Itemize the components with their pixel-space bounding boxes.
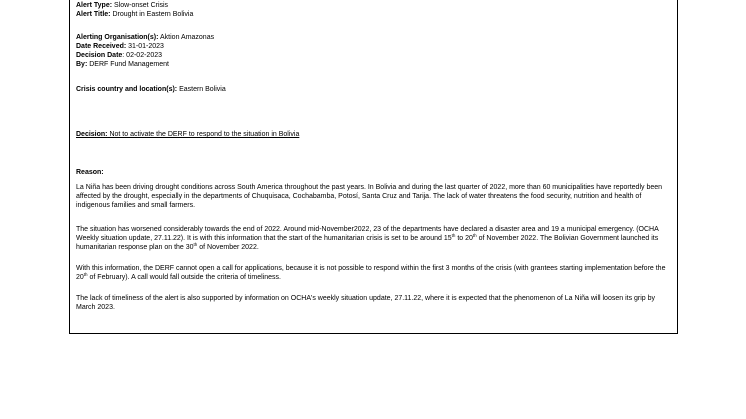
alerting-org-line [76, 33, 214, 42]
crisis-location-line [76, 85, 226, 94]
ordinal-suffix: th [193, 242, 198, 248]
reason-p3-part-b: of February). A call would fall outside the criteria of timeliness. [87, 274, 281, 282]
date-received-line [76, 42, 164, 51]
decision-date-line [76, 51, 162, 60]
alert-title-label: Alert Title: [76, 11, 111, 18]
crisis-location-label: Crisis country and location(s): [76, 86, 178, 93]
reason-paragraph-2 [76, 225, 674, 252]
decided-by-line [76, 60, 169, 69]
reason-p2-part-d: of November 2022. [197, 244, 259, 252]
reason-paragraph-1: La Niña has been driving drought conditions across South America throughout the past years. In Bolivia and during the last quarter of 2022, more than 60 municipalities have reportedly been affected by the drought, especially in the departments of Chuquisaca, Cochabamba, Potosí, Santa Cruz and Tarija. The lack of water threatens the food security, nutrition and health of indigenous families and small farmers. [76, 184, 663, 210]
decision-date-value: : 02-02-2023 [122, 52, 162, 59]
date-received-label: Date Received: [76, 43, 127, 50]
alerting-org-label: Alerting Organisation(s): [76, 34, 159, 41]
reason-heading: Reason: [76, 169, 104, 176]
ordinal-suffix: th [83, 272, 88, 278]
alert-title-value: Drought in Eastern Bolivia [110, 11, 194, 18]
ordinal-suffix: th [451, 233, 456, 239]
reason-p2-part-b: to 20 [455, 235, 473, 243]
ordinal-suffix: th [472, 233, 477, 239]
decision-document-box [69, 0, 678, 334]
decided-by-value: DERF Fund Management [87, 61, 169, 68]
decision-date-label: Decision Date [76, 52, 123, 59]
decided-by-label: By: [76, 61, 88, 68]
reason-p2-part-c: of November 2022. The Bolivian Government launched its humanitarian response plan on the 30 [76, 235, 659, 252]
alert-type-line [76, 1, 168, 10]
decision-value: Not to activate the DERF to respond to the situation in Bolivia [107, 131, 300, 138]
alerting-org-value: Aktion Amazonas [158, 34, 215, 41]
reason-paragraph-4: The lack of timeliness of the alert is also supported by information on OCHA's weekly situation update, 27.11.22, where it is expected that the phenomenon of La Niña will loosen its grip by March 2023. [76, 295, 656, 312]
reason-p2-part-a: The situation has worsened considerably towards the end of 2022. Around mid-November2022, 23 of the departments have declared a disaster area and 19 a municipal emergency. (OCHA Weekly situation update, 27.11.22). It is with this information that the start of the humanitarian crisis is set to be around 15 [76, 226, 659, 243]
crisis-location-value: Eastern Bolivia [177, 86, 226, 93]
reason-p3-part-a: With this information, the DERF cannot open a call for applications, because it is not possible to respond within the first 3 months of the crisis (with grantees starting implementation before the 20 [76, 265, 666, 282]
alert-type-value: Slow-onset Crisis [112, 2, 169, 9]
decision-label: Decision: [76, 131, 108, 138]
reason-paragraph-3 [76, 264, 674, 282]
alert-title-line [76, 10, 193, 19]
alert-type-label: Alert Type: [76, 2, 113, 9]
decision-line [76, 130, 299, 139]
date-received-value: 31-01-2023 [126, 43, 164, 50]
